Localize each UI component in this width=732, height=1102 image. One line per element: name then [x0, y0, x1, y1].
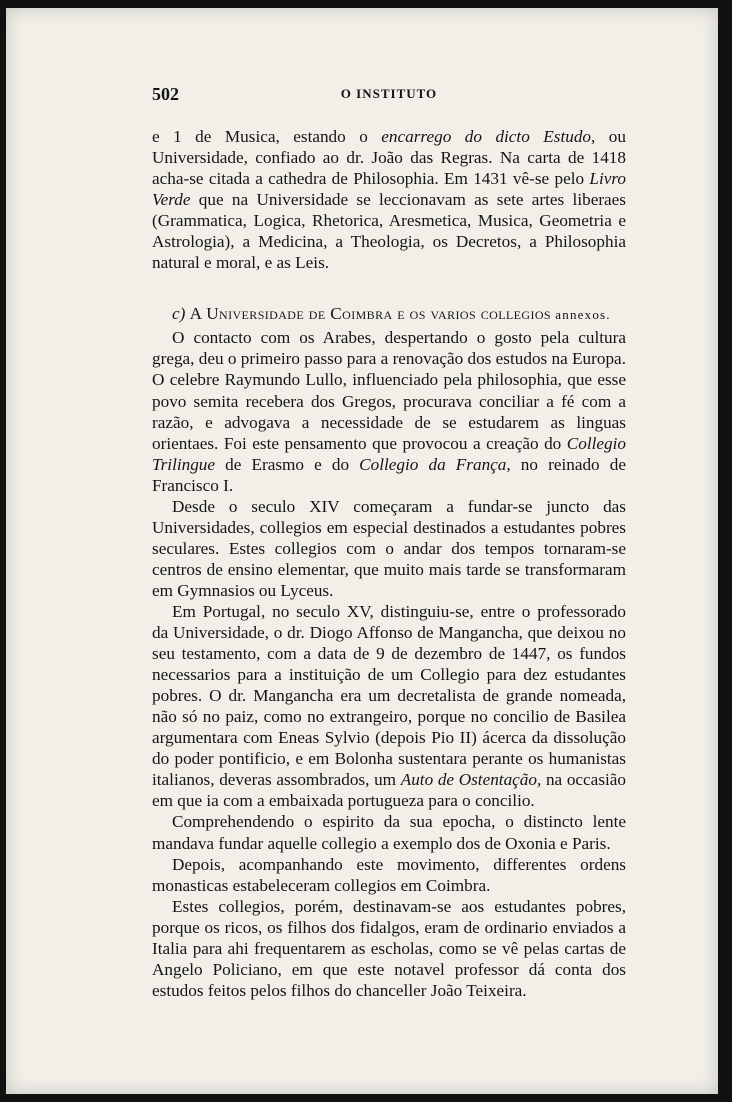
section-title: A Universidade de Coimbra e os varios collegios: [189, 304, 551, 324]
section-title-tail: annexos.: [555, 307, 611, 323]
italic-phrase: encarrego do dicto Estudo,: [381, 127, 596, 146]
page-text: [152, 126, 626, 1001]
paragraph-7: Estes collegios, porém, destinavam-se aos estudantes pobres, porque os ricos, os filhos dos fidalgos, eram de ordinario enviados a Italia para ahi frequentarem as escholas, como se vê pelas cartas de Angelo Policiano, em que este notavel professor dá conta dos estudos feitos pelos filhos do chanceller João Teixeira.: [152, 896, 626, 1000]
page-number: 502: [152, 84, 179, 104]
section-heading: [152, 303, 626, 325]
paragraph-4: Em Portugal, no seculo XV, distinguiu-se, entre o professorado da Universidade, o dr. Diogo Affonso de Mangancha, que deixou no seu testamento, com a data de 9 de dezembro de 1447, os fundos necessarios para a instituição de um Collegio para dez estudantes pobres. O dr. Mangancha era um decretalista de grande nomeada, não só no paiz, como no extrangeiro, porque no concilio de Basilea argumentara com Eneas Sylvio (depois Pio II) ácerca da dissolução do poder pontificio, e em Bolonha sustentara perante os humanistas italianos, deveras assombrados, um Auto de Ostentação, na occasião em que ia com a embaixada portugueza para o concilio.: [152, 601, 627, 811]
running-title: O INSTITUTO: [340, 86, 438, 101]
italic-phrase: Auto de Ostentação,: [400, 770, 542, 790]
paragraph-3: Desde o seculo XIV começaram a fundar-se juncto das Universidades, collegios em especial destinados a estudantes pobres seculares. Estes collegios com o andar dos tempos tornaram-se centros de ensino elementar, que muito mais tarde se transformaram em Gymnasios ou Lyceus.: [152, 496, 626, 600]
page-header: [152, 84, 626, 106]
italic-phrase: Collegio da França,: [359, 454, 511, 474]
italic-phrase: Collegio Trilingue: [152, 433, 626, 474]
paragraph-2: O contacto com os Arabes, despertando o gosto pela cultura grega, deu o primeiro passo para a renovação dos estudos na Europa. O celebre Raymundo Lullo, influenciado pela philosophia, que esse povo semita recebera dos Gregos, procurava conciliar a fé com a razão, e advogava a necessidade de se estudarem as linguas orientaes. Foi este pensamento que provocou a creação do Collegio Trilingue de Erasmo e do Collegio da França, no reinado de Francisco I.: [152, 328, 626, 495]
paragraph-1: e 1 de Musica, estando o encarrego do dicto Estudo, ou Universidade, confiado ao dr. João das Regras. Na carta de 1418 acha-se citada a cathedra de Philosophia. Em 1431 vê-se pelo Livro Verde que na Universidade se leccionavam as sete artes liberaes (Grammatica, Logica, Rhetorica, Aresmetica, Musica, Geometria e Astrologia), a Medicina, a Theologia, os Decretos, a Philosophia natural e moral, e as Leis.: [152, 127, 626, 273]
italic-phrase: Livro Verde: [152, 169, 626, 210]
paragraph-6: Depois, acompanhando este movimento, differentes ordens monasticas estabeleceram collegios em Coimbra.: [152, 854, 626, 895]
section-label: c): [172, 304, 190, 324]
paragraph-5: Comprehendendo o espirito da sua epocha, o distincto lente mandava fundar aquelle collegio a exemplo dos de Oxonia e Paris.: [152, 812, 626, 853]
